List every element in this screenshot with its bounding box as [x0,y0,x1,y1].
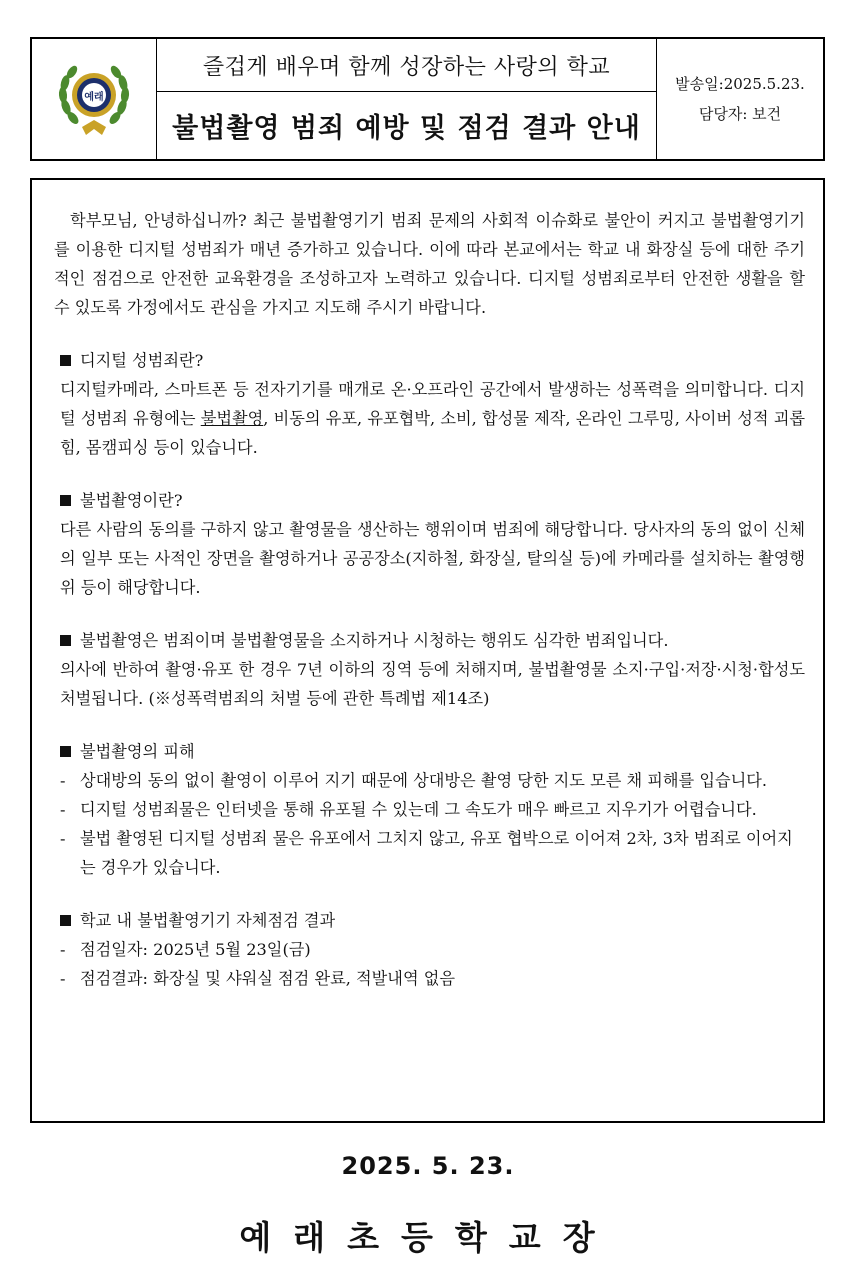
section-heading: 디지털 성범죄란? [80,351,204,370]
bullet-square-icon [60,635,71,646]
section-inspection-result [54,906,805,993]
emblem-text: 예래 [84,92,104,103]
section-digital-sex-crime [54,346,805,462]
section-heading: 학교 내 불법촬영기기 자체점검 결과 [80,911,336,930]
section-text: 의사에 반하여 촬영·유포 한 경우 7년 이하의 징역 등에 처해지며, 불법촬영물 소지·구입·저장·시청·합성도 처벌됩니다. (※성폭력범죄의 처벌 등에 관한 특례법 제14조) [60,660,805,708]
manager: 담당자: 보건 [698,105,782,123]
meta-cell [657,39,823,159]
bullet-square-icon [60,495,71,506]
letter-body [30,178,825,1123]
logo-cell [32,39,157,159]
header-table [30,37,825,161]
title-cell [157,39,657,159]
bullet-square-icon [60,915,71,926]
list-item: - 점검일자: 2025년 5월 23일(금) [60,940,311,959]
school-motto: 즐겁게 배우며 함께 성장하는 사랑의 학교 [157,39,656,92]
issue-date: 발송일:2025.5.23. [675,75,805,93]
section-crime-notice [54,626,805,713]
section-heading: 불법촬영은 범죄이며 불법촬영물을 소지하거나 시청하는 행위도 심각한 범죄입니다. [80,631,669,650]
section-heading: 불법촬영이란? [80,491,183,510]
section-text: 다른 사람의 동의를 구하지 않고 촬영물을 생산하는 행위이며 범죄에 해당합니다. 당사자의 동의 없이 신체의 일부 또는 사적인 장면을 촬영하거나 공공장소(지하철, 화장실, 탈의실 등)에 카메라를 설치하는 촬영행위 등이 해당합니다. [60,520,805,597]
document-title: 불법촬영 범죄 예방 및 점검 결과 안내 [172,113,641,144]
school-emblem-icon [52,57,136,141]
intro-paragraph: 학부모님, 안녕하십니까? 최근 불법촬영기기 범죄 문제의 사회적 이슈화로 불안이 커지고 불법촬영기기를 이용한 디지털 성범죄가 매년 증가하고 있습니다. 이에 따라 본교에서는 학교 내 화장실 등에 대한 주기적인 점검으로 안전한 교육환경을 조성하고자 노력하고 있습니다. 디지털 성범죄로부터 안전한 생활을 할 수 있도록 가정에서도 관심을 가지고 지도해 주시기 바랍니다. [54,211,805,317]
section-illegal-filming [54,486,805,602]
section-damage [54,737,805,882]
bullet-square-icon [60,355,71,366]
section-text: 디지털카메라, 스마트폰 등 전자기기를 매개로 온·오프라인 공간에서 발생하는 성폭력을 의미합니다. 디지털 성범죄 유형에는 불법촬영, 비동의 유포, 유포협박, 소비, 합성물 제작, 온라인 그루밍, 사이버 성적 괴롭힘, 몸캠피싱 등이 있습니다. [60,380,805,457]
list-item: - 상대방의 동의 없이 촬영이 이루어 지기 때문에 상대방은 촬영 당한 지도 모른 채 피해를 입습니다. [60,771,768,790]
underlined-term: 불법촬영 [200,409,264,428]
bullet-square-icon [60,746,71,757]
signer-name: 예래초등학교장 [239,1218,617,1257]
section-heading: 불법촬영의 피해 [80,742,195,761]
list-item: - 디지털 성범죄물은 인터넷을 통해 유포될 수 있는데 그 속도가 매우 빠르고 지우기가 어렵습니다. [60,800,757,819]
list-item: - 점검결과: 화장실 및 샤워실 점검 완료, 적발내역 없음 [60,969,455,988]
list-item: - 불법 촬영된 디지털 성범죄 물은 유포에서 그치지 않고, 유포 협박으로 이어져 2차, 3차 범죄로 이어지는 경우가 있습니다. [60,829,793,877]
document-date: 2025. 5. 23. [341,1152,515,1180]
